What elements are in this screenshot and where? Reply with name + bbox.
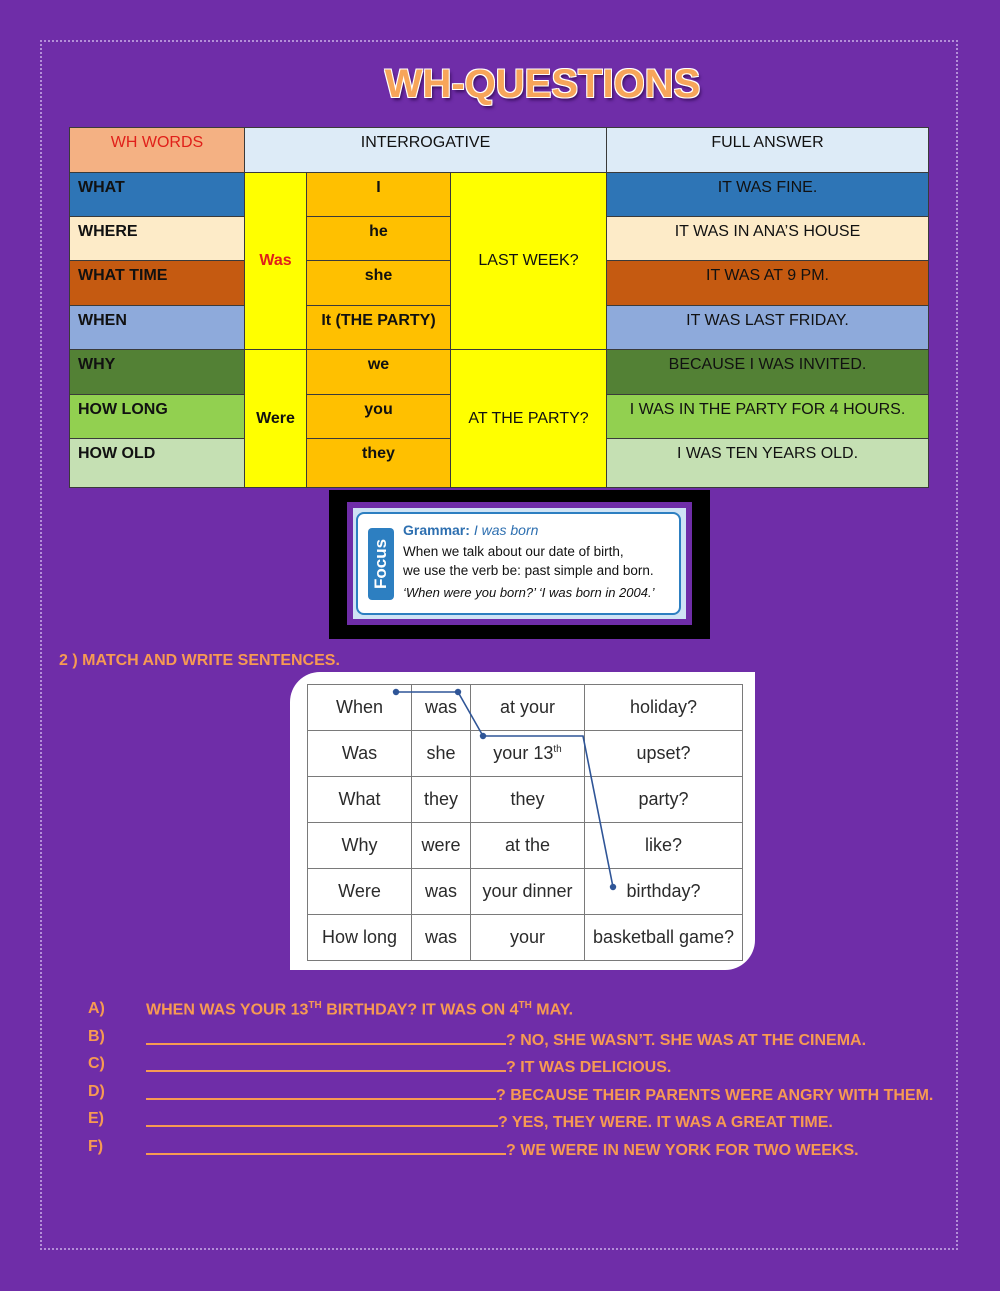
grammar-example: ‘When were you born?’ ‘I was born in 2004.’ [403, 585, 655, 600]
match-cell: Why [308, 823, 412, 869]
match-cell: basketball game? [585, 915, 743, 961]
wh-questions-table [69, 127, 929, 488]
match-cell: were [412, 823, 471, 869]
pronoun-cell: I [307, 173, 451, 217]
match-cell: at the [471, 823, 585, 869]
match-cell: upset? [585, 731, 743, 777]
answer-text: ? YES, THEY WERE. IT WAS A GREAT TIME. [146, 1110, 833, 1132]
wh-word-cell: WHERE [70, 217, 245, 261]
pronoun-cell: you [307, 395, 451, 439]
wh-word-cell: HOW LONG [70, 395, 245, 439]
match-cell: your [471, 915, 585, 961]
match-cell: like? [585, 823, 743, 869]
match-cell: was [412, 685, 471, 731]
answer-text: WHEN WAS YOUR 13TH BIRTHDAY? IT WAS ON 4TH MAY. [146, 1000, 574, 1019]
match-cell: How long [308, 915, 412, 961]
match-cell: birthday? [585, 869, 743, 915]
answer-text: ? NO, SHE WASN’T. SHE WAS AT THE CINEMA. [146, 1028, 866, 1050]
match-cell: was [412, 869, 471, 915]
wh-word-cell: WHEN [70, 306, 245, 350]
grammar-title: Grammar: I was born [403, 522, 539, 538]
answer-text: ? BECAUSE THEIR PARENTS WERE ANGRY WITH THEM. [146, 1083, 933, 1105]
full-answer-cell: BECAUSE I WAS INVITED. [607, 350, 929, 395]
answer-label: C) [88, 1055, 105, 1072]
match-cell: Was [308, 731, 412, 777]
header-full-answer: FULL ANSWER [607, 128, 929, 173]
answer-blank[interactable] [146, 1055, 506, 1072]
pronoun-cell: she [307, 261, 451, 306]
match-cell: party? [585, 777, 743, 823]
time-at-the-party-cell: AT THE PARTY? [451, 350, 607, 488]
section-2-heading: 2 ) MATCH AND WRITE SENTENCES. [59, 652, 340, 669]
grammar-line-2: we use the verb be: past simple and born. [403, 563, 654, 578]
full-answer-cell: IT WAS FINE. [607, 173, 929, 217]
wh-word-cell: WHY [70, 350, 245, 395]
answer-label: A) [88, 1000, 105, 1017]
answer-text: ? IT WAS DELICIOUS. [146, 1055, 671, 1077]
pronoun-cell: they [307, 439, 451, 488]
match-cell: When [308, 685, 412, 731]
answer-blank[interactable] [146, 1083, 496, 1100]
answer-label: E) [88, 1110, 104, 1127]
verb-were-cell: Were [245, 350, 307, 488]
match-cell: your 13th [471, 731, 585, 777]
match-cell: they [471, 777, 585, 823]
match-example-line [290, 672, 755, 970]
match-cell: she [412, 731, 471, 777]
answer-blank[interactable] [146, 1028, 506, 1045]
match-cell: at your [471, 685, 585, 731]
grammar-focus-box [329, 490, 710, 639]
full-answer-cell: IT WAS AT 9 PM. [607, 261, 929, 306]
match-table-box [290, 672, 755, 970]
header-wh-words: WH WORDS [70, 128, 245, 173]
match-cell: holiday? [585, 685, 743, 731]
full-answer-cell: I WAS IN THE PARTY FOR 4 HOURS. [607, 395, 929, 439]
match-cell: was [412, 915, 471, 961]
time-last-week-cell: LAST WEEK? [451, 173, 607, 350]
full-answer-cell: IT WAS IN ANA’S HOUSE [607, 217, 929, 261]
answer-text: ? WE WERE IN NEW YORK FOR TWO WEEKS. [146, 1138, 859, 1160]
page-title: WH-QUESTIONS [384, 62, 701, 106]
focus-tab: Focus [368, 528, 394, 600]
match-cell: Were [308, 869, 412, 915]
match-cell: they [412, 777, 471, 823]
answer-blank[interactable] [146, 1110, 498, 1127]
answer-label: B) [88, 1027, 105, 1045]
match-cell: What [308, 777, 412, 823]
answer-label: F) [88, 1137, 104, 1155]
answer-label: D) [88, 1082, 105, 1100]
wh-word-cell: WHAT TIME [70, 261, 245, 306]
pronoun-cell: we [307, 350, 451, 395]
pronoun-cell: he [307, 217, 451, 261]
header-interrogative: INTERROGATIVE [245, 128, 607, 173]
full-answer-cell: I WAS TEN YEARS OLD. [607, 439, 929, 488]
match-cell: your dinner [471, 869, 585, 915]
verb-was-cell: Was [245, 173, 307, 350]
pronoun-cell: It (THE PARTY) [307, 306, 451, 350]
full-answer-cell: IT WAS LAST FRIDAY. [607, 306, 929, 350]
wh-word-cell: HOW OLD [70, 439, 245, 488]
answer-blank[interactable] [146, 1138, 506, 1155]
grammar-line-1: When we talk about our date of birth, [403, 544, 624, 559]
wh-word-cell: WHAT [70, 173, 245, 217]
